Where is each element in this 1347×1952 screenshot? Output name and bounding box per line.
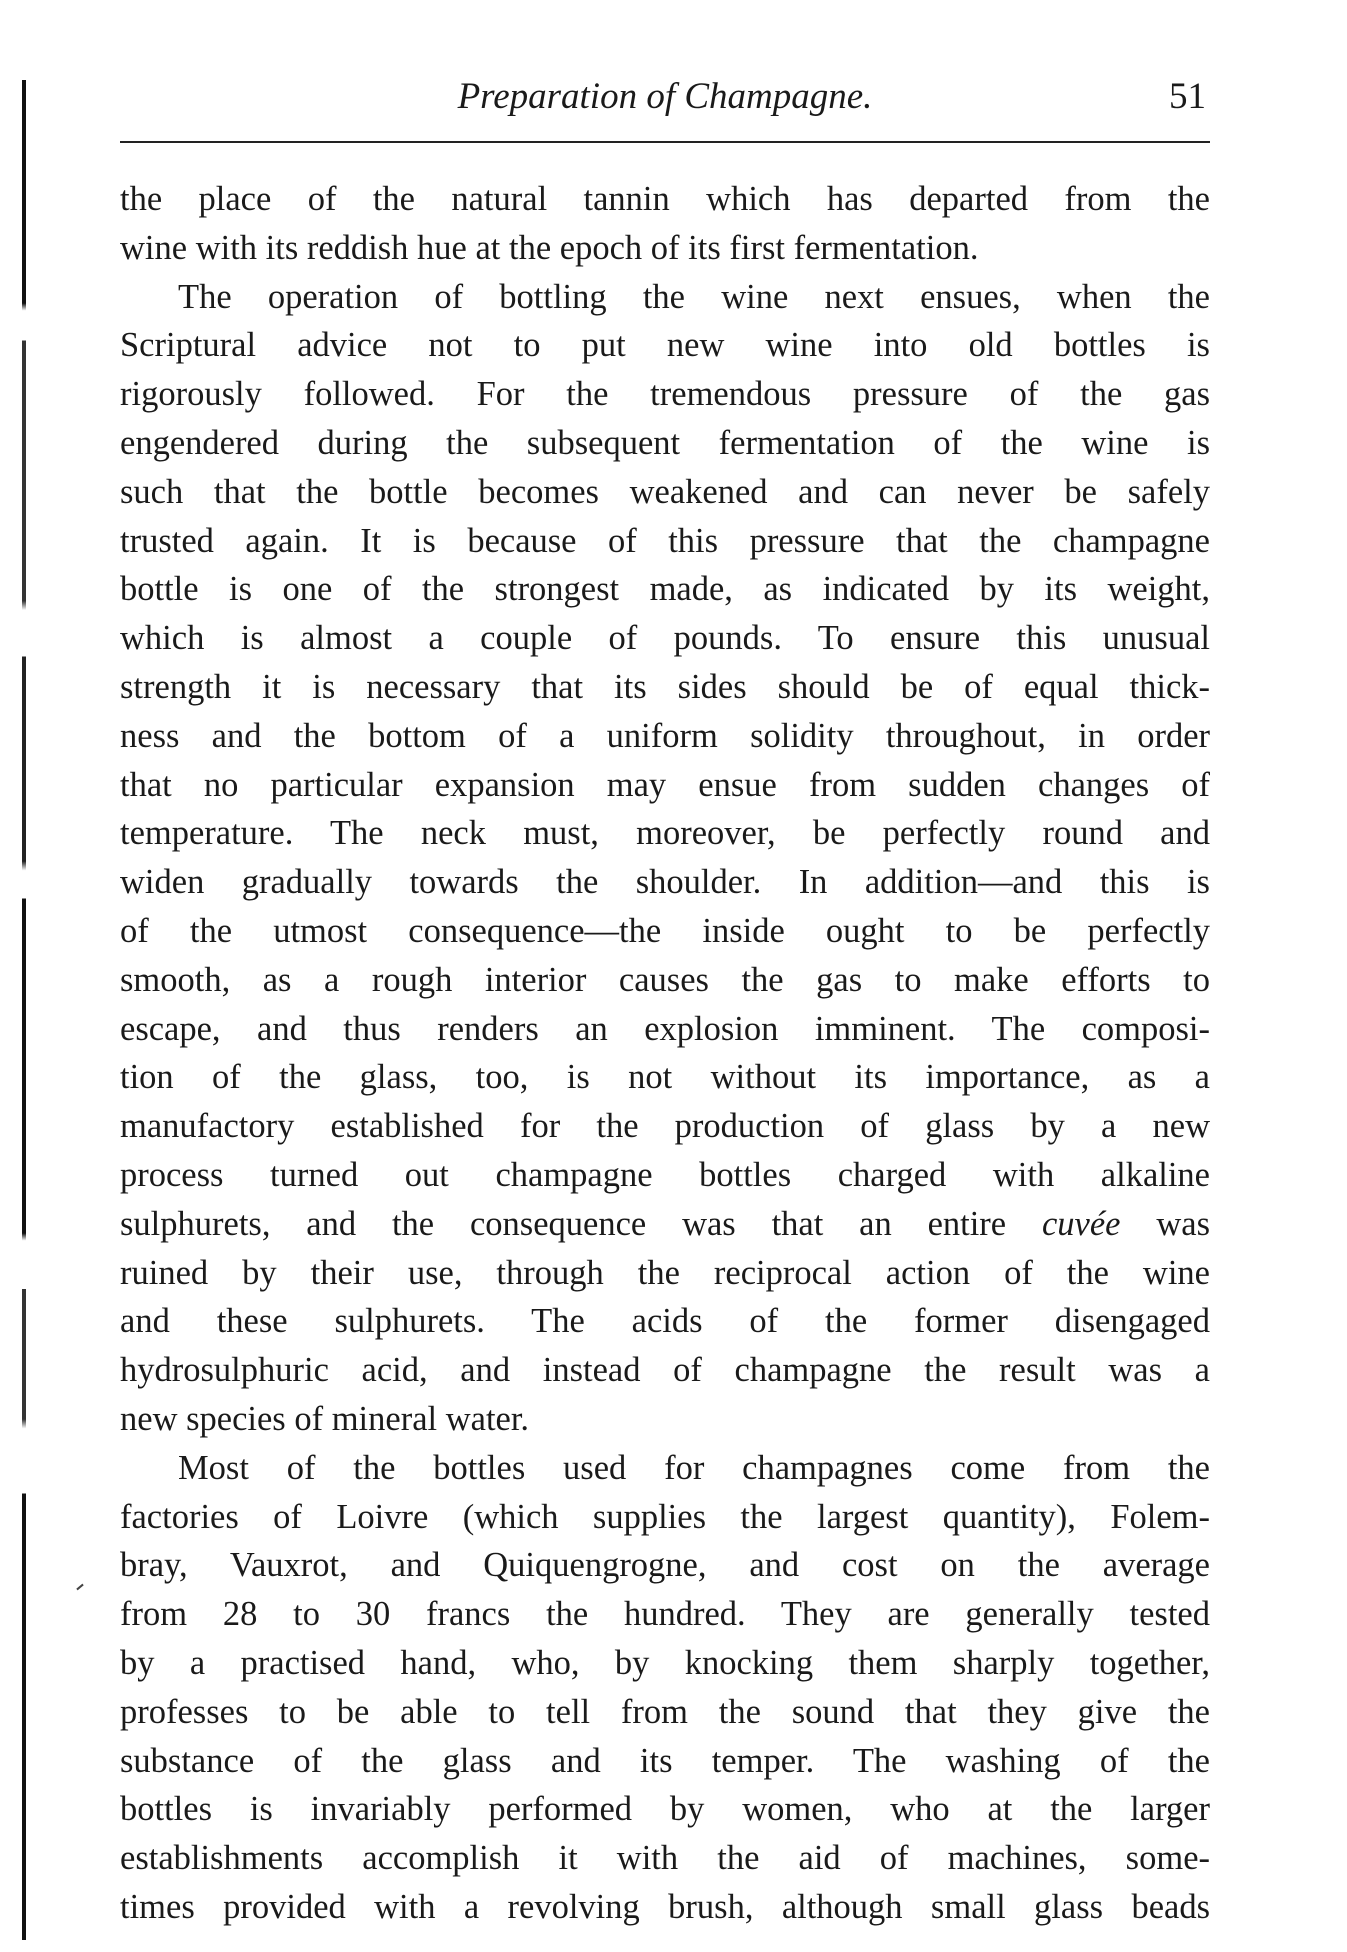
text-line: The operation of bottling the wine next ensues, when the bbox=[178, 277, 1210, 316]
text-line: times provided with a revolving brush, although small glass beads bbox=[120, 1887, 1210, 1926]
running-head bbox=[120, 72, 1210, 122]
stray-ink-mark bbox=[76, 1584, 83, 1591]
text-line: establishments accomplish it with the aid of machines, some- bbox=[120, 1839, 1210, 1878]
text-line: by a practised hand, who, by knocking them sharply together, bbox=[120, 1643, 1210, 1682]
text-line: bottle is one of the strongest made, as indicated by its weight, bbox=[120, 570, 1210, 609]
text-line: Scriptural advice not to put new wine into old bottles is bbox=[120, 326, 1210, 365]
text-line: new species of mineral water. bbox=[120, 1399, 530, 1438]
text-line: smooth, as a rough interior causes the gas to make efforts to bbox=[120, 960, 1210, 999]
running-title: Preparation of Champagne. bbox=[457, 76, 873, 117]
text-line: and these sulphurets. The acids of the former disengaged bbox=[120, 1302, 1210, 1341]
text-line: from 28 to 30 francs the hundred. They are generally tested bbox=[120, 1595, 1210, 1634]
text-line: factories of Loivre (which supplies the largest quantity), Folem- bbox=[120, 1497, 1210, 1536]
text-line: sulphurets, and the consequence was that an entire cuvée was bbox=[120, 1204, 1210, 1243]
italic-term: cuvée bbox=[1041, 1204, 1121, 1243]
text-line: bottles is invariably performed by women, who at the larger bbox=[120, 1790, 1210, 1829]
header-rule bbox=[120, 141, 1210, 143]
text-line: hydrosulphuric acid, and instead of champagne the result was a bbox=[120, 1351, 1210, 1390]
text-line: such that the bottle becomes weakened and can never be safely bbox=[120, 472, 1210, 511]
text-line: ness and the bottom of a uniform solidity throughout, in order bbox=[120, 716, 1210, 755]
text-line: temperature. The neck must, moreover, be perfectly round and bbox=[120, 814, 1210, 853]
text-line: of the utmost consequence—the inside ought to be perfectly bbox=[120, 911, 1210, 950]
binding-edge-shadow bbox=[22, 80, 26, 1940]
text-line: engendered during the subsequent fermentation of the wine is bbox=[120, 423, 1210, 462]
text-line: trusted again. It is because of this pressure that the champagne bbox=[120, 521, 1210, 560]
text-line: substance of the glass and its temper. The washing of the bbox=[120, 1741, 1210, 1780]
text-line: which is almost a couple of pounds. To ensure this unusual bbox=[120, 619, 1210, 658]
text-line: that no particular expansion may ensue from sudden changes of bbox=[120, 765, 1210, 804]
text-line: strength it is necessary that its sides should be of equal thick- bbox=[120, 667, 1210, 706]
text-line: wine with its reddish hue at the epoch of its first fermentation. bbox=[120, 228, 979, 267]
text-line: process turned out champagne bottles charged with alkaline bbox=[120, 1155, 1210, 1194]
text-line: escape, and thus renders an explosion imminent. The composi- bbox=[120, 1009, 1210, 1048]
text-line: bray, Vauxrot, and Quiquengrogne, and cost on the average bbox=[120, 1546, 1210, 1585]
text-line: the place of the natural tannin which has departed from the bbox=[120, 180, 1210, 218]
text-line: widen gradually towards the shoulder. In addition—and this is bbox=[120, 863, 1210, 902]
text-line: tion of the glass, too, is not without its importance, as a bbox=[120, 1058, 1210, 1097]
text-line: manufactory established for the production of glass by a new bbox=[120, 1107, 1210, 1146]
text-line: ruined by their use, through the reciprocal action of the wine bbox=[120, 1253, 1210, 1292]
text-line: Most of the bottles used for champagnes come from the bbox=[178, 1448, 1210, 1487]
body-text bbox=[120, 175, 1210, 1932]
page-number: 51 bbox=[1169, 76, 1206, 117]
text-line: rigorously followed. For the tremendous pressure of the gas bbox=[120, 375, 1210, 414]
text-line: professes to be able to tell from the sound that they give the bbox=[120, 1692, 1210, 1731]
